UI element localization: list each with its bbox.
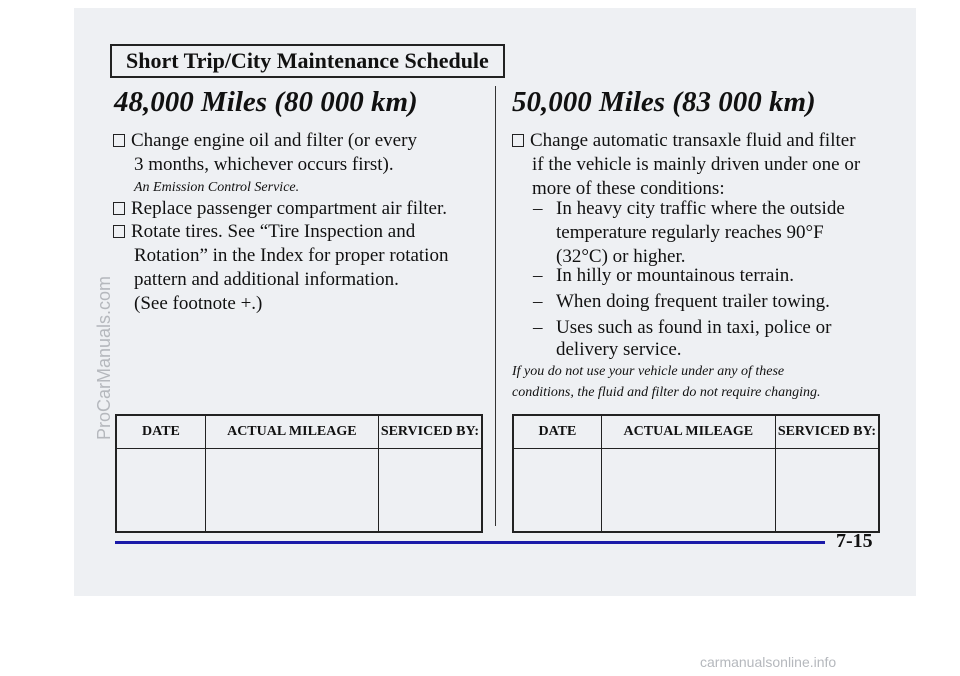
right-heading: 50,000 Miles (83 000 km) [512, 86, 816, 118]
checkbox[interactable] [512, 134, 524, 147]
condition-note-line1: If you do not use your vehicle under any of these [512, 364, 785, 379]
header-date: DATE [116, 415, 205, 449]
footer-rule [115, 541, 825, 544]
right-item-1: Change automatic transaxle fluid and filter [512, 129, 856, 153]
footer-watermark: carmanualsonline.info [700, 654, 837, 670]
date-cell[interactable] [513, 449, 601, 533]
header-actual-mileage: ACTUAL MILEAGE [205, 415, 378, 449]
condition-1-line3: (32°C) or higher. [556, 246, 686, 267]
dash-bullet: – [533, 265, 543, 286]
checkbox[interactable] [113, 225, 125, 238]
left-item-2: Replace passenger compartment air filter. [113, 197, 447, 221]
condition-note-line2: conditions, the fluid and filter do not require changing. [512, 385, 821, 400]
dash-bullet: – [533, 317, 543, 338]
left-item-1: Change engine oil and filter (or every [113, 129, 417, 153]
page-number: 7-15 [836, 530, 873, 552]
dash-bullet: – [533, 291, 543, 312]
date-cell[interactable] [116, 449, 205, 533]
emission-note: An Emission Control Service. [134, 180, 300, 195]
header-serviced-by: SERVICED BY: [775, 415, 879, 449]
header-date: DATE [513, 415, 601, 449]
left-item-3-line4: (See footnote +.) [134, 293, 263, 314]
header-actual-mileage: ACTUAL MILEAGE [601, 415, 775, 449]
left-item-1-line2: 3 months, whichever occurs first). [134, 154, 394, 175]
mileage-cell[interactable] [601, 449, 775, 533]
dash-bullet: – [533, 198, 543, 219]
right-service-log-table [512, 414, 880, 533]
side-watermark: ProCarManuals.com [94, 275, 114, 440]
checkbox[interactable] [113, 134, 125, 147]
section-title: Short Trip/City Maintenance Schedule [110, 44, 505, 78]
left-item-3-line3: pattern and additional information. [134, 269, 399, 290]
left-heading: 48,000 Miles (80 000 km) [114, 86, 418, 118]
serviced-by-cell[interactable] [378, 449, 482, 533]
column-divider [495, 86, 496, 526]
right-item-1-line2: if the vehicle is mainly driven under one or [532, 154, 861, 175]
left-item-3-line2: Rotation” in the Index for proper rotation [134, 245, 449, 266]
serviced-by-cell[interactable] [775, 449, 879, 533]
mileage-cell[interactable] [205, 449, 378, 533]
left-service-log-table [115, 414, 483, 533]
right-item-1-line3: more of these conditions: [532, 178, 725, 199]
condition-4-line2: delivery service. [556, 339, 682, 360]
condition-1-line2: temperature regularly reaches 90°F [556, 222, 824, 243]
header-serviced-by: SERVICED BY: [378, 415, 482, 449]
left-item-3: Rotate tires. See “Tire Inspection and [113, 220, 415, 244]
checkbox[interactable] [113, 202, 125, 215]
